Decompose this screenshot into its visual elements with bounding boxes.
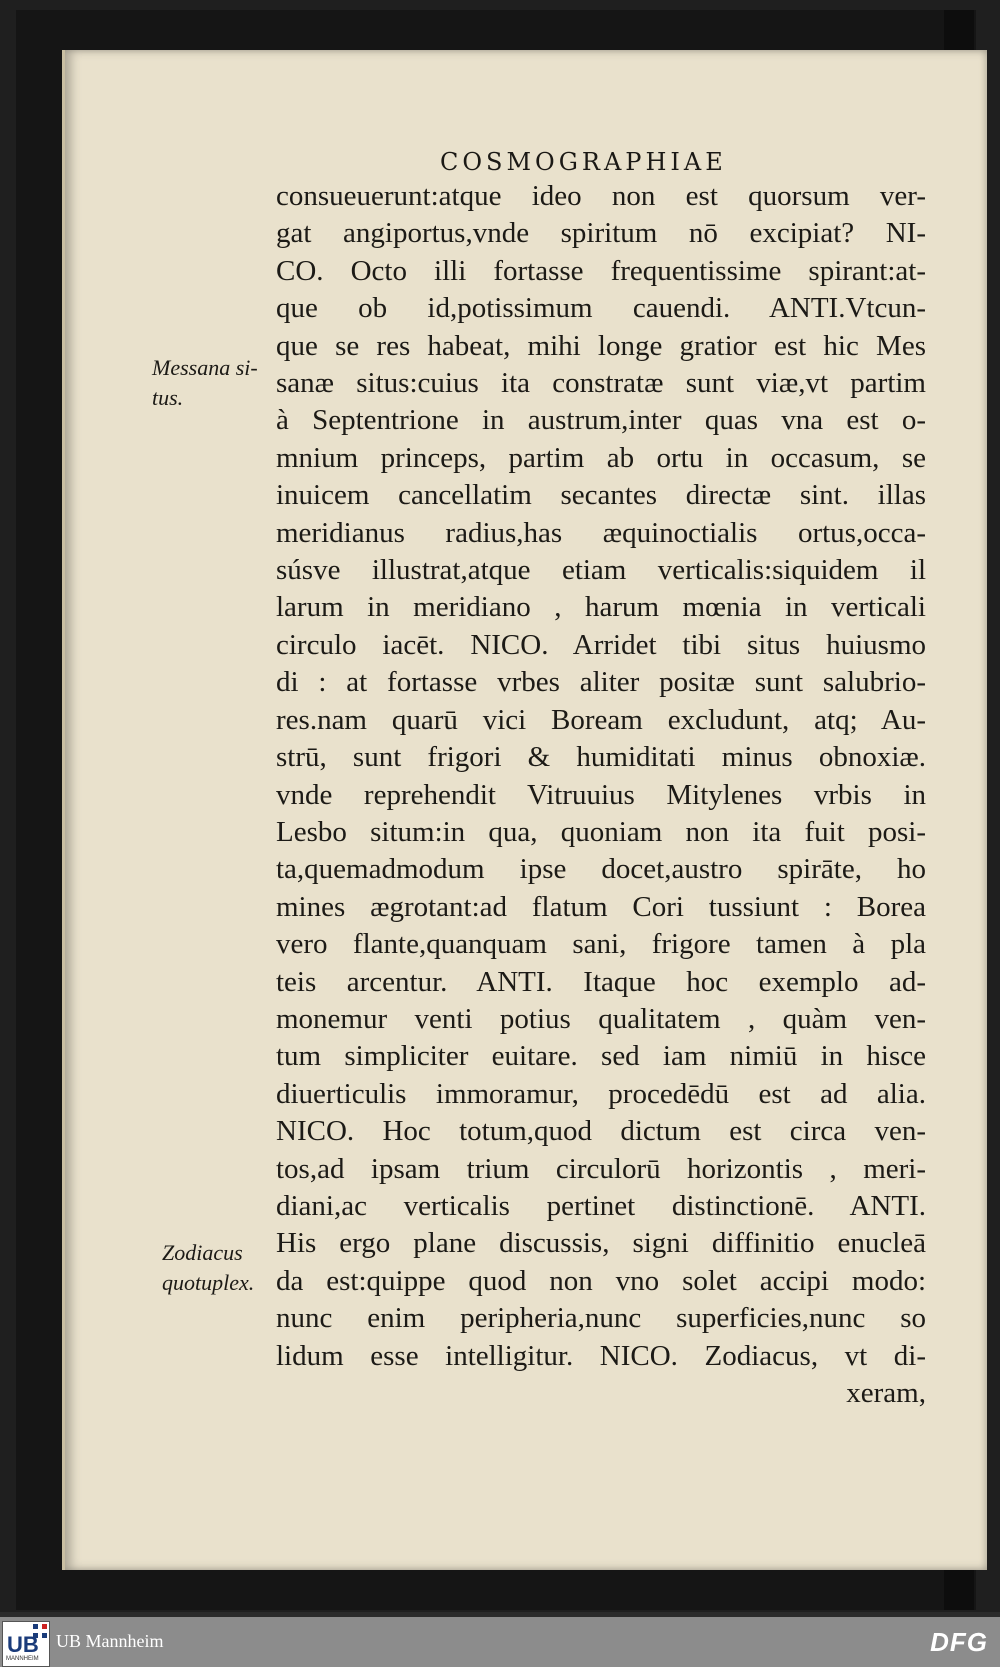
margin-note-line: Zodiacus [162, 1240, 243, 1265]
text-line: sanæ situs:cuius ita constratæ sunt viæ,vt partim [276, 367, 926, 400]
margin-note-line: Messana si- [152, 355, 258, 380]
text-line: mines ægrotant:ad flatum Cori tussiunt : Borea [276, 890, 926, 923]
text-line: vnde reprehendit Vitruuius Mitylenes vrbis in [276, 778, 926, 811]
margin-note-zodiacus [162, 1238, 254, 1298]
text-line: circulo iacēt. NICO. Arridet tibi situs huiusmo [276, 628, 926, 661]
text-line: strū, sunt frigori & humiditati minus obnoxiæ. [276, 741, 926, 774]
dfg-logo[interactable]: DFG [930, 1627, 988, 1657]
text-line: lidum esse intelligitur. NICO. Zodiacus, vt di- [276, 1339, 926, 1372]
text-line: vero flante,quanquam sani, frigore tamen à pla [276, 928, 926, 961]
running-head: COSMOGRAPHIAE [440, 148, 727, 176]
text-line: xeram, [846, 1377, 926, 1409]
text-line: da est:quippe quod non vno solet accipi modo: [276, 1264, 926, 1297]
text-line: gat angiportus,vnde spiritum nō excipiat? NI- [276, 217, 926, 250]
text-line: monemur venti potius qualitatem , quàm ven- [276, 1002, 926, 1035]
logo-subtext: MANNHEIM [6, 1656, 39, 1662]
body-text [276, 178, 926, 1412]
text-line: à Septentrione in austrum,inter quas vna est o- [276, 404, 926, 437]
margin-note-line: quotuplex. [162, 1270, 255, 1295]
text-line: di : at fortasse vrbes aliter positæ sunt salubrio- [276, 666, 926, 699]
text-line: tos,ad ipsam trium circulorū horizontis , meri- [276, 1152, 926, 1185]
text-line: teis arcentur. ANTI. Itaque hoc exemplo ad- [276, 965, 926, 998]
margin-note-messana [152, 353, 258, 413]
text-line: súsve illustrat,atque etiam verticalis:siquidem il [276, 554, 926, 587]
margin-note-line: tus. [152, 385, 184, 410]
text-line: larum in meridiano , harum mœnia in verticali [276, 591, 926, 624]
library-link[interactable]: UB Mannheim [56, 1631, 164, 1651]
text-line: inuicem cancellatim secantes directæ sint. illas [276, 479, 926, 512]
text-line: Lesbo situm:in qua, quoniam non ita fuit posi- [276, 815, 926, 848]
text-line: que ob id,potissimum cauendi. ANTI.Vtcun- [276, 292, 926, 325]
ub-mannheim-logo[interactable] [2, 1621, 50, 1667]
logo-text: UB [7, 1632, 39, 1657]
text-line: CO. Octo illi fortasse frequentissime spirant:at- [276, 254, 926, 287]
text-line: mnium princeps, partim ab ortu in occasum, se [276, 441, 926, 474]
text-line: NICO. Hoc totum,quod dictum est circa ven- [276, 1115, 926, 1148]
text-line: que se res habeat, mihi longe gratior est hic Mes [276, 329, 926, 362]
footer-bar [0, 1617, 1000, 1667]
text-line: nunc enim peripheria,nunc superficies,nunc so [276, 1302, 926, 1335]
text-line: diuerticulis immoramur, procedēdū est ad alia. [276, 1077, 926, 1110]
text-line: tum simpliciter euitare. sed iam nimiū in hisce [276, 1040, 926, 1073]
text-line: meridianus radius,has æquinoctialis ortus,occa- [276, 516, 926, 549]
text-line: res.nam quarū vici Boream excludunt, atq; Au- [276, 703, 926, 736]
text-line: diani,ac verticalis pertinet distinctionē. ANTI. [276, 1189, 926, 1222]
text-line: ta,quemadmodum ipse docet,austro spirāte, ho [276, 853, 926, 886]
text-line: consueuerunt:atque ideo non est quorsum ver- [276, 180, 926, 212]
text-line: His ergo plane discussis, signi diffinitio enucleā [276, 1227, 926, 1260]
